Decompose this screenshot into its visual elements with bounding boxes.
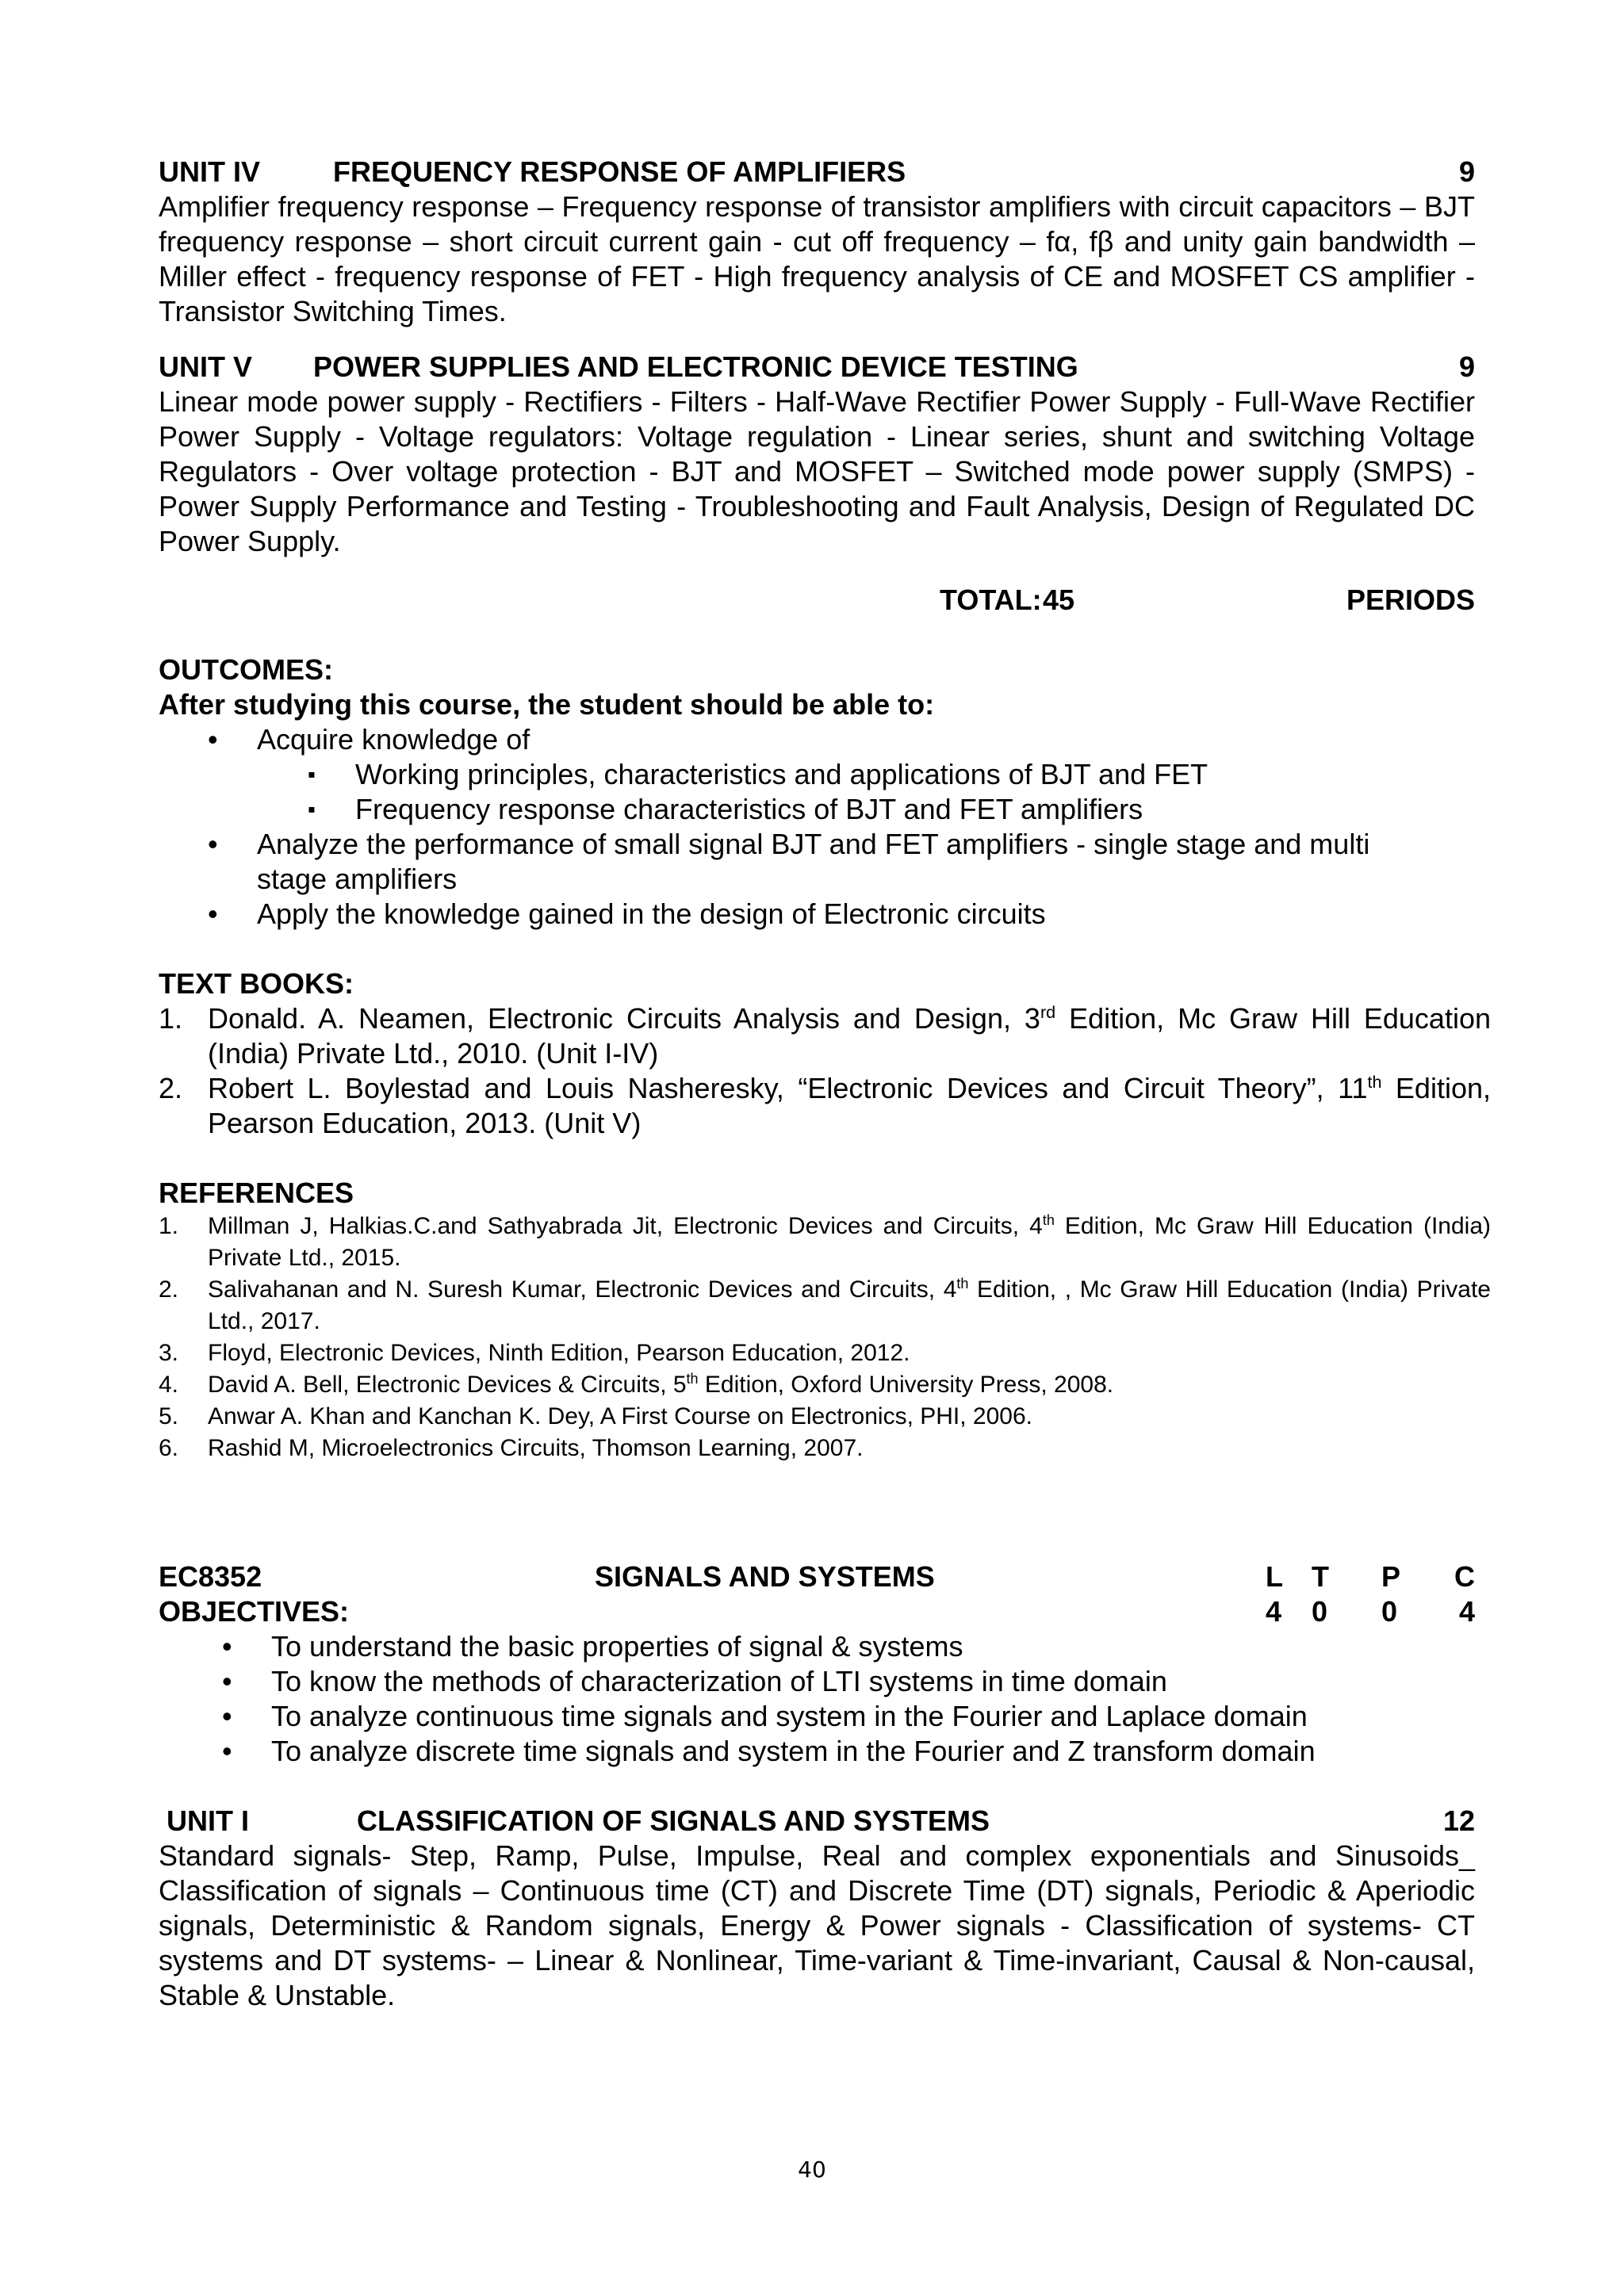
total-unit: PERIODS xyxy=(1346,584,1475,616)
total-value: 45 xyxy=(1043,584,1075,616)
syllabus-page xyxy=(159,155,1492,2013)
unit-title: POWER SUPPLIES AND ELECTRONIC DEVICE TESTING xyxy=(313,350,1078,383)
list-item: 1. Millman J, Halkias.C.and Sathyabrada Jit, Electronic Devices and Circuits, 4th Edition, Mc Graw Hill Education (India) Private Ltd., 2015. xyxy=(159,1212,1491,1271)
outcomes-heading: OUTCOMES: xyxy=(159,653,333,686)
list-item: • Apply the knowledge gained in the design of Electronic circuits xyxy=(159,897,1475,932)
course-code: EC8352 xyxy=(159,1560,262,1593)
objectives-list xyxy=(159,1629,1475,1769)
list-item: ▪ Working principles, characteristics and applications of BJT and FET xyxy=(159,757,1475,792)
total-periods xyxy=(159,583,1475,618)
list-item: 2. Robert L. Boylestad and Louis Nasheresky, “Electronic Devices and Circuit Theory”, 11th Edition, Pearson Education, 2013. (Unit V) xyxy=(159,1072,1492,1139)
list-item: ▪ Frequency response characteristics of BJT and FET amplifiers xyxy=(159,792,1475,827)
list-item: 5. Anwar A. Khan and Kanchan K. Dey, A First Course on Electronics, PHI, 2006. xyxy=(159,1403,1032,1429)
list-item: • To understand the basic properties of signal & systems xyxy=(159,1629,1475,1664)
sub-list xyxy=(159,757,1475,827)
list-item: 6. Rashid M, Microelectronics Circuits, Thomson Learning, 2007. xyxy=(159,1435,864,1461)
textbooks-heading: TEXT BOOKS: xyxy=(159,967,354,1000)
unit-iv-heading xyxy=(159,155,1475,189)
references-heading: REFERENCES xyxy=(159,1177,354,1209)
list-item: 4. David A. Bell, Electronic Devices & Circuits, 5th Edition, Oxford University Press, 2008. xyxy=(159,1371,1114,1398)
course-header xyxy=(159,1559,1475,1629)
total-label: TOTAL: xyxy=(940,584,1042,616)
page-number: 40 xyxy=(798,2156,826,2183)
unit-hours: 9 xyxy=(1458,350,1475,383)
references-list xyxy=(159,1211,1491,1464)
unit-iv-body: Amplifier frequency response – Frequency response of transistor amplifiers with circuit capacitors – BJT frequency response – short circuit current gain - cut off frequency – fα, fβ and unity gain bandwidth – Miller effect - frequency response of FET - High frequency analysis of CE and MOSFET CS amplifier - Transistor Switching Times. xyxy=(159,190,1475,327)
unit-label: UNIT IV xyxy=(159,155,261,188)
list-item: • Analyze the performance of small signal BJT and FET amplifiers - single stage and multi stage amplifiers xyxy=(159,827,1438,897)
outcomes-intro: After studying this course, the student should be able to: xyxy=(159,688,935,721)
course-title: SIGNALS AND SYSTEMS xyxy=(595,1560,935,1593)
unit-v-body: Linear mode power supply - Rectifiers - Filters - Half-Wave Rectifier Power Supply - Full-Wave Rectifier Power Supply - Voltage regulators: Voltage regulation - Linear series, shunt and switching Voltage Regulators - Over voltage protection - BJT and MOSFET – Switched mode power supply (SMPS) - Power Supply Performance and Testing - Troubleshooting and Fault Analysis, Design of Regulated DC Power Supply. xyxy=(159,385,1475,557)
unit-hours: 12 xyxy=(1442,1804,1475,1837)
unit-label: UNIT V xyxy=(159,350,253,383)
unit-label: UNIT I xyxy=(167,1804,249,1837)
unit-title: FREQUENCY RESPONSE OF AMPLIFIERS xyxy=(333,155,906,188)
unit-i-heading xyxy=(159,1804,1475,1839)
unit-i-body: Standard signals- Step, Ramp, Pulse, Impulse, Real and complex exponentials and Sinusoids_ Classification of signals – Continuous time (CT) and Discrete Time (DT) signals, Periodic & Aperiodic signals, Deterministic & Random signals, Energy & Power signals - Classification of systems- CT systems and DT systems- – Linear & Nonlinear, Time-variant & Time-invariant, Causal & Non-causal, Stable & Unstable. xyxy=(159,1839,1475,2011)
unit-hours: 9 xyxy=(1458,155,1475,188)
list-item: • Acquire knowledge of ▪ Working principles, characteristics and applications of BJT and FET ▪ Frequency response characteristics of BJT and FET amplifiers xyxy=(159,722,1475,827)
list-item: • To know the methods of characterization of LTI systems in time domain xyxy=(159,1664,1475,1699)
list-item: • To analyze discrete time signals and system in the Fourier and Z transform domain xyxy=(159,1734,1475,1769)
list-item: 3. Floyd, Electronic Devices, Ninth Edition, Pearson Education, 2012. xyxy=(159,1340,910,1366)
ltpc-table: L T P C 4 0 0 4 xyxy=(1266,1560,1475,1628)
textbooks-list xyxy=(159,1001,1492,1141)
list-item: 1. Donald. A. Neamen, Electronic Circuits Analysis and Design, 3rd Edition, Mc Graw Hill Education (India) Private Ltd., 2010. (Unit I-IV) xyxy=(159,1002,1491,1070)
outcomes-list xyxy=(159,722,1475,932)
list-item: • To analyze continuous time signals and system in the Fourier and Laplace domain xyxy=(159,1699,1475,1734)
objectives-heading: OBJECTIVES: xyxy=(159,1595,350,1628)
unit-title: CLASSIFICATION OF SIGNALS AND SYSTEMS xyxy=(357,1804,990,1837)
unit-v-heading xyxy=(159,350,1475,385)
list-item: 2. Salivahanan and N. Suresh Kumar, Electronic Devices and Circuits, 4th Edition, , Mc Graw Hill Education (India) Private Ltd., 2017. xyxy=(159,1276,1491,1334)
